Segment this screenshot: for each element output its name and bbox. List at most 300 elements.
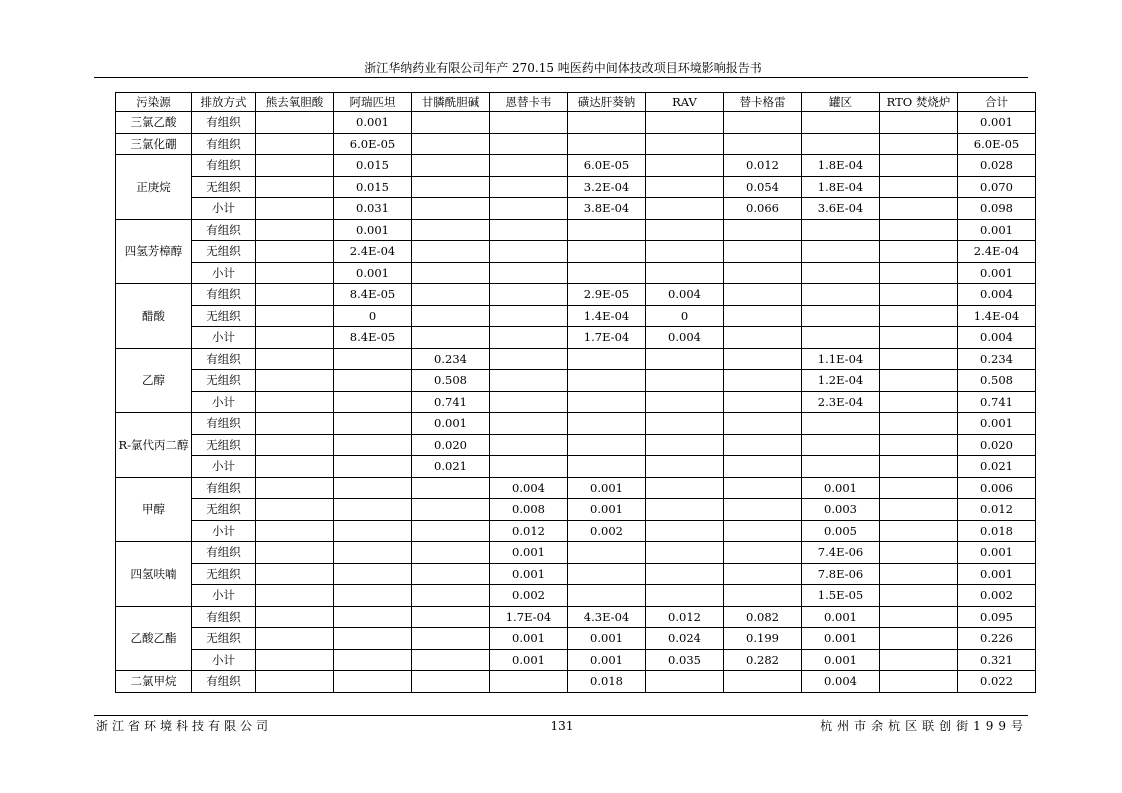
column-header: 罐区 (802, 93, 880, 112)
value-cell (724, 585, 802, 607)
value-cell (802, 219, 880, 241)
emission-method-cell: 有组织 (192, 542, 256, 564)
value-cell (880, 284, 958, 306)
value-cell (256, 219, 334, 241)
value-cell (646, 671, 724, 693)
value-cell (256, 434, 334, 456)
value-cell (412, 305, 490, 327)
value-cell (256, 284, 334, 306)
pollutant-source-cell: 甲醇 (116, 477, 192, 542)
value-cell (724, 112, 802, 134)
value-cell (646, 112, 724, 134)
emission-method-cell: 有组织 (192, 477, 256, 499)
footer-company: 浙江省环境科技有限公司 (96, 719, 273, 733)
value-cell: 0.028 (958, 155, 1036, 177)
value-cell: 0.012 (490, 520, 568, 542)
value-cell (256, 391, 334, 413)
table-row (116, 563, 1036, 585)
value-cell: 7.8E-06 (802, 563, 880, 585)
emission-method-cell: 小计 (192, 456, 256, 478)
value-cell (568, 370, 646, 392)
value-cell (646, 499, 724, 521)
value-cell (490, 176, 568, 198)
table-row (116, 198, 1036, 220)
value-cell (646, 520, 724, 542)
column-header: 污染源 (116, 93, 192, 112)
emission-method-cell: 无组织 (192, 563, 256, 585)
value-cell: 2.3E-04 (802, 391, 880, 413)
value-cell (880, 219, 958, 241)
value-cell (724, 499, 802, 521)
value-cell (568, 219, 646, 241)
table-row (116, 542, 1036, 564)
column-header: 阿瑞匹坦 (334, 93, 412, 112)
value-cell (646, 348, 724, 370)
value-cell (802, 456, 880, 478)
value-cell (334, 671, 412, 693)
pollutant-source-cell: 四氢芳樟醇 (116, 219, 192, 284)
pollutant-source-cell: 正庚烷 (116, 155, 192, 220)
value-cell (412, 284, 490, 306)
table-row (116, 391, 1036, 413)
value-cell: 1.5E-05 (802, 585, 880, 607)
value-cell (568, 262, 646, 284)
emission-method-cell: 无组织 (192, 370, 256, 392)
value-cell (802, 434, 880, 456)
value-cell (646, 563, 724, 585)
table-row (116, 628, 1036, 650)
value-cell (256, 456, 334, 478)
value-cell (724, 456, 802, 478)
value-cell (646, 155, 724, 177)
emission-method-cell: 小计 (192, 391, 256, 413)
value-cell: 3.2E-04 (568, 176, 646, 198)
emission-method-cell: 有组织 (192, 284, 256, 306)
emissions-table (115, 92, 1036, 693)
value-cell (412, 542, 490, 564)
value-cell (490, 391, 568, 413)
value-cell: 0.001 (958, 563, 1036, 585)
value-cell: 0.321 (958, 649, 1036, 671)
value-cell: 1.2E-04 (802, 370, 880, 392)
value-cell (412, 671, 490, 693)
value-cell (724, 391, 802, 413)
value-cell (880, 327, 958, 349)
value-cell: 0.001 (490, 649, 568, 671)
value-cell (802, 241, 880, 263)
value-cell (256, 305, 334, 327)
value-cell (880, 477, 958, 499)
value-cell (256, 198, 334, 220)
value-cell (334, 563, 412, 585)
value-cell (724, 477, 802, 499)
value-cell (412, 563, 490, 585)
value-cell: 0.004 (958, 327, 1036, 349)
value-cell (880, 262, 958, 284)
header-rule (94, 77, 1028, 78)
emission-method-cell: 无组织 (192, 499, 256, 521)
value-cell: 0.012 (958, 499, 1036, 521)
value-cell (256, 327, 334, 349)
value-cell: 4.3E-04 (568, 606, 646, 628)
value-cell (724, 327, 802, 349)
value-cell: 0.001 (490, 542, 568, 564)
value-cell (256, 348, 334, 370)
table-header-row (116, 93, 1036, 112)
value-cell (334, 542, 412, 564)
value-cell (490, 262, 568, 284)
table-row (116, 176, 1036, 198)
emission-method-cell: 无组织 (192, 628, 256, 650)
page-number: 131 (550, 719, 574, 733)
footer-rule (94, 715, 1028, 716)
table-row (116, 585, 1036, 607)
value-cell: 0.035 (646, 649, 724, 671)
value-cell (490, 155, 568, 177)
table-row (116, 413, 1036, 435)
value-cell: 0.018 (568, 671, 646, 693)
value-cell (256, 262, 334, 284)
value-cell (802, 413, 880, 435)
value-cell: 0.002 (958, 585, 1036, 607)
emission-method-cell: 小计 (192, 327, 256, 349)
value-cell (568, 542, 646, 564)
emission-method-cell: 有组织 (192, 133, 256, 155)
table-row (116, 649, 1036, 671)
value-cell (724, 262, 802, 284)
emission-method-cell: 小计 (192, 649, 256, 671)
value-cell: 0.054 (724, 176, 802, 198)
value-cell (334, 434, 412, 456)
value-cell (880, 112, 958, 134)
value-cell (880, 542, 958, 564)
value-cell (412, 649, 490, 671)
value-cell (412, 606, 490, 628)
value-cell (880, 499, 958, 521)
value-cell: 1.4E-04 (568, 305, 646, 327)
value-cell (256, 606, 334, 628)
value-cell (880, 155, 958, 177)
emission-method-cell: 小计 (192, 520, 256, 542)
value-cell (880, 628, 958, 650)
value-cell (412, 499, 490, 521)
value-cell (724, 671, 802, 693)
value-cell (880, 563, 958, 585)
column-header: 排放方式 (192, 93, 256, 112)
value-cell: 0.004 (646, 327, 724, 349)
value-cell: 0.021 (412, 456, 490, 478)
value-cell (412, 477, 490, 499)
value-cell (880, 413, 958, 435)
value-cell: 0.002 (568, 520, 646, 542)
table-row (116, 241, 1036, 263)
emission-method-cell: 小计 (192, 585, 256, 607)
value-cell (412, 219, 490, 241)
value-cell (880, 241, 958, 263)
value-cell (568, 585, 646, 607)
table-row (116, 133, 1036, 155)
value-cell: 0 (334, 305, 412, 327)
value-cell (334, 348, 412, 370)
value-cell (412, 585, 490, 607)
emission-method-cell: 有组织 (192, 606, 256, 628)
value-cell: 0.001 (490, 563, 568, 585)
value-cell: 0.001 (958, 112, 1036, 134)
value-cell (412, 241, 490, 263)
value-cell (490, 671, 568, 693)
value-cell: 8.4E-05 (334, 327, 412, 349)
emission-method-cell: 有组织 (192, 671, 256, 693)
emission-method-cell: 有组织 (192, 155, 256, 177)
value-cell: 2.4E-04 (334, 241, 412, 263)
value-cell (334, 413, 412, 435)
value-cell (412, 520, 490, 542)
value-cell: 0.741 (958, 391, 1036, 413)
value-cell (724, 133, 802, 155)
value-cell: 0.095 (958, 606, 1036, 628)
value-cell: 0.001 (490, 628, 568, 650)
value-cell (256, 563, 334, 585)
value-cell: 6.0E-05 (568, 155, 646, 177)
value-cell: 0.004 (802, 671, 880, 693)
value-cell (724, 542, 802, 564)
value-cell: 0.004 (646, 284, 724, 306)
value-cell (880, 606, 958, 628)
pollutant-source-cell: 醋酸 (116, 284, 192, 349)
value-cell (334, 370, 412, 392)
value-cell (490, 219, 568, 241)
value-cell (880, 671, 958, 693)
value-cell (880, 391, 958, 413)
value-cell (490, 413, 568, 435)
value-cell (646, 434, 724, 456)
footer-address: 杭州市余杭区联创街199号 (820, 719, 1028, 733)
value-cell (646, 241, 724, 263)
value-cell (334, 606, 412, 628)
value-cell (880, 370, 958, 392)
value-cell (646, 542, 724, 564)
value-cell (256, 155, 334, 177)
value-cell (490, 133, 568, 155)
value-cell (880, 585, 958, 607)
table-row (116, 262, 1036, 284)
value-cell: 0.001 (802, 628, 880, 650)
value-cell: 0.024 (646, 628, 724, 650)
value-cell (724, 348, 802, 370)
value-cell (724, 434, 802, 456)
value-cell (490, 370, 568, 392)
value-cell (256, 133, 334, 155)
value-cell: 0 (646, 305, 724, 327)
value-cell: 0.012 (724, 155, 802, 177)
value-cell (724, 563, 802, 585)
value-cell: 7.4E-06 (802, 542, 880, 564)
column-header: 恩替卡韦 (490, 93, 568, 112)
table-row (116, 520, 1036, 542)
value-cell: 6.0E-05 (334, 133, 412, 155)
value-cell: 0.003 (802, 499, 880, 521)
table-row (116, 434, 1036, 456)
value-cell (256, 112, 334, 134)
value-cell: 0.004 (958, 284, 1036, 306)
table-row (116, 327, 1036, 349)
value-cell (646, 219, 724, 241)
table-row (116, 477, 1036, 499)
value-cell: 1.4E-04 (958, 305, 1036, 327)
value-cell: 0.234 (412, 348, 490, 370)
value-cell (880, 434, 958, 456)
value-cell (646, 198, 724, 220)
value-cell (880, 133, 958, 155)
value-cell (646, 176, 724, 198)
value-cell (490, 327, 568, 349)
value-cell: 3.6E-04 (802, 198, 880, 220)
value-cell (490, 305, 568, 327)
value-cell (256, 671, 334, 693)
value-cell: 1.8E-04 (802, 155, 880, 177)
value-cell (334, 649, 412, 671)
emission-method-cell: 有组织 (192, 112, 256, 134)
value-cell: 1.1E-04 (802, 348, 880, 370)
value-cell (568, 348, 646, 370)
pollutant-source-cell: 乙醇 (116, 348, 192, 413)
table-row (116, 112, 1036, 134)
table-row (116, 284, 1036, 306)
value-cell (334, 391, 412, 413)
emission-method-cell: 无组织 (192, 241, 256, 263)
pollutant-source-cell: R-氯代丙二醇 (116, 413, 192, 478)
value-cell (802, 133, 880, 155)
value-cell (334, 585, 412, 607)
column-header: 熊去氧胆酸 (256, 93, 334, 112)
value-cell (256, 370, 334, 392)
value-cell: 0.508 (958, 370, 1036, 392)
value-cell (724, 413, 802, 435)
value-cell (724, 305, 802, 327)
value-cell: 8.4E-05 (334, 284, 412, 306)
value-cell (412, 327, 490, 349)
value-cell (646, 456, 724, 478)
value-cell (334, 499, 412, 521)
value-cell (490, 456, 568, 478)
value-cell: 0.199 (724, 628, 802, 650)
table-row (116, 499, 1036, 521)
value-cell (646, 370, 724, 392)
value-cell (256, 499, 334, 521)
table-row (116, 671, 1036, 693)
value-cell (880, 649, 958, 671)
value-cell: 0.001 (958, 219, 1036, 241)
value-cell (880, 198, 958, 220)
value-cell: 0.226 (958, 628, 1036, 650)
emission-method-cell: 有组织 (192, 413, 256, 435)
emission-method-cell: 有组织 (192, 219, 256, 241)
column-header: RAV (646, 93, 724, 112)
value-cell (802, 262, 880, 284)
table-row (116, 456, 1036, 478)
value-cell: 0.002 (490, 585, 568, 607)
column-header: 替卡格雷 (724, 93, 802, 112)
emission-method-cell: 小计 (192, 198, 256, 220)
document-header-title: 浙江华纳药业有限公司年产 270.15 吨医药中间体技改项目环境影响报告书 (364, 61, 762, 75)
value-cell (256, 241, 334, 263)
value-cell (256, 176, 334, 198)
value-cell (646, 413, 724, 435)
value-cell: 0.008 (490, 499, 568, 521)
value-cell (412, 262, 490, 284)
value-cell (412, 176, 490, 198)
value-cell (256, 520, 334, 542)
value-cell (880, 176, 958, 198)
value-cell (646, 262, 724, 284)
value-cell: 0.005 (802, 520, 880, 542)
value-cell: 6.0E-05 (958, 133, 1036, 155)
value-cell (568, 413, 646, 435)
value-cell: 0.001 (958, 413, 1036, 435)
value-cell (334, 520, 412, 542)
value-cell: 0.001 (958, 262, 1036, 284)
value-cell: 0.282 (724, 649, 802, 671)
value-cell: 0.022 (958, 671, 1036, 693)
value-cell: 0.012 (646, 606, 724, 628)
value-cell (256, 542, 334, 564)
value-cell (490, 348, 568, 370)
value-cell: 0.001 (412, 413, 490, 435)
value-cell: 0.015 (334, 155, 412, 177)
value-cell: 0.234 (958, 348, 1036, 370)
pollutant-source-cell: 二氯甲烷 (116, 671, 192, 693)
table-row (116, 305, 1036, 327)
value-cell: 0.001 (802, 606, 880, 628)
value-cell (334, 628, 412, 650)
value-cell (334, 456, 412, 478)
value-cell: 1.7E-04 (568, 327, 646, 349)
value-cell (334, 477, 412, 499)
value-cell: 1.8E-04 (802, 176, 880, 198)
value-cell: 0.001 (334, 219, 412, 241)
value-cell (646, 585, 724, 607)
emission-method-cell: 有组织 (192, 348, 256, 370)
value-cell: 0.082 (724, 606, 802, 628)
value-cell: 2.9E-05 (568, 284, 646, 306)
value-cell (256, 477, 334, 499)
value-cell (880, 305, 958, 327)
value-cell (490, 241, 568, 263)
value-cell (490, 434, 568, 456)
emission-method-cell: 无组织 (192, 434, 256, 456)
value-cell: 0.020 (958, 434, 1036, 456)
value-cell: 0.006 (958, 477, 1036, 499)
value-cell (256, 413, 334, 435)
value-cell (412, 112, 490, 134)
value-cell (256, 649, 334, 671)
value-cell (802, 305, 880, 327)
value-cell: 0.001 (802, 477, 880, 499)
value-cell (256, 628, 334, 650)
value-cell (568, 241, 646, 263)
value-cell (568, 391, 646, 413)
value-cell (568, 133, 646, 155)
value-cell: 1.7E-04 (490, 606, 568, 628)
value-cell: 0.070 (958, 176, 1036, 198)
value-cell (724, 219, 802, 241)
value-cell: 0.508 (412, 370, 490, 392)
value-cell (724, 520, 802, 542)
value-cell (724, 241, 802, 263)
table-row (116, 219, 1036, 241)
value-cell: 0.004 (490, 477, 568, 499)
value-cell: 0.001 (568, 628, 646, 650)
